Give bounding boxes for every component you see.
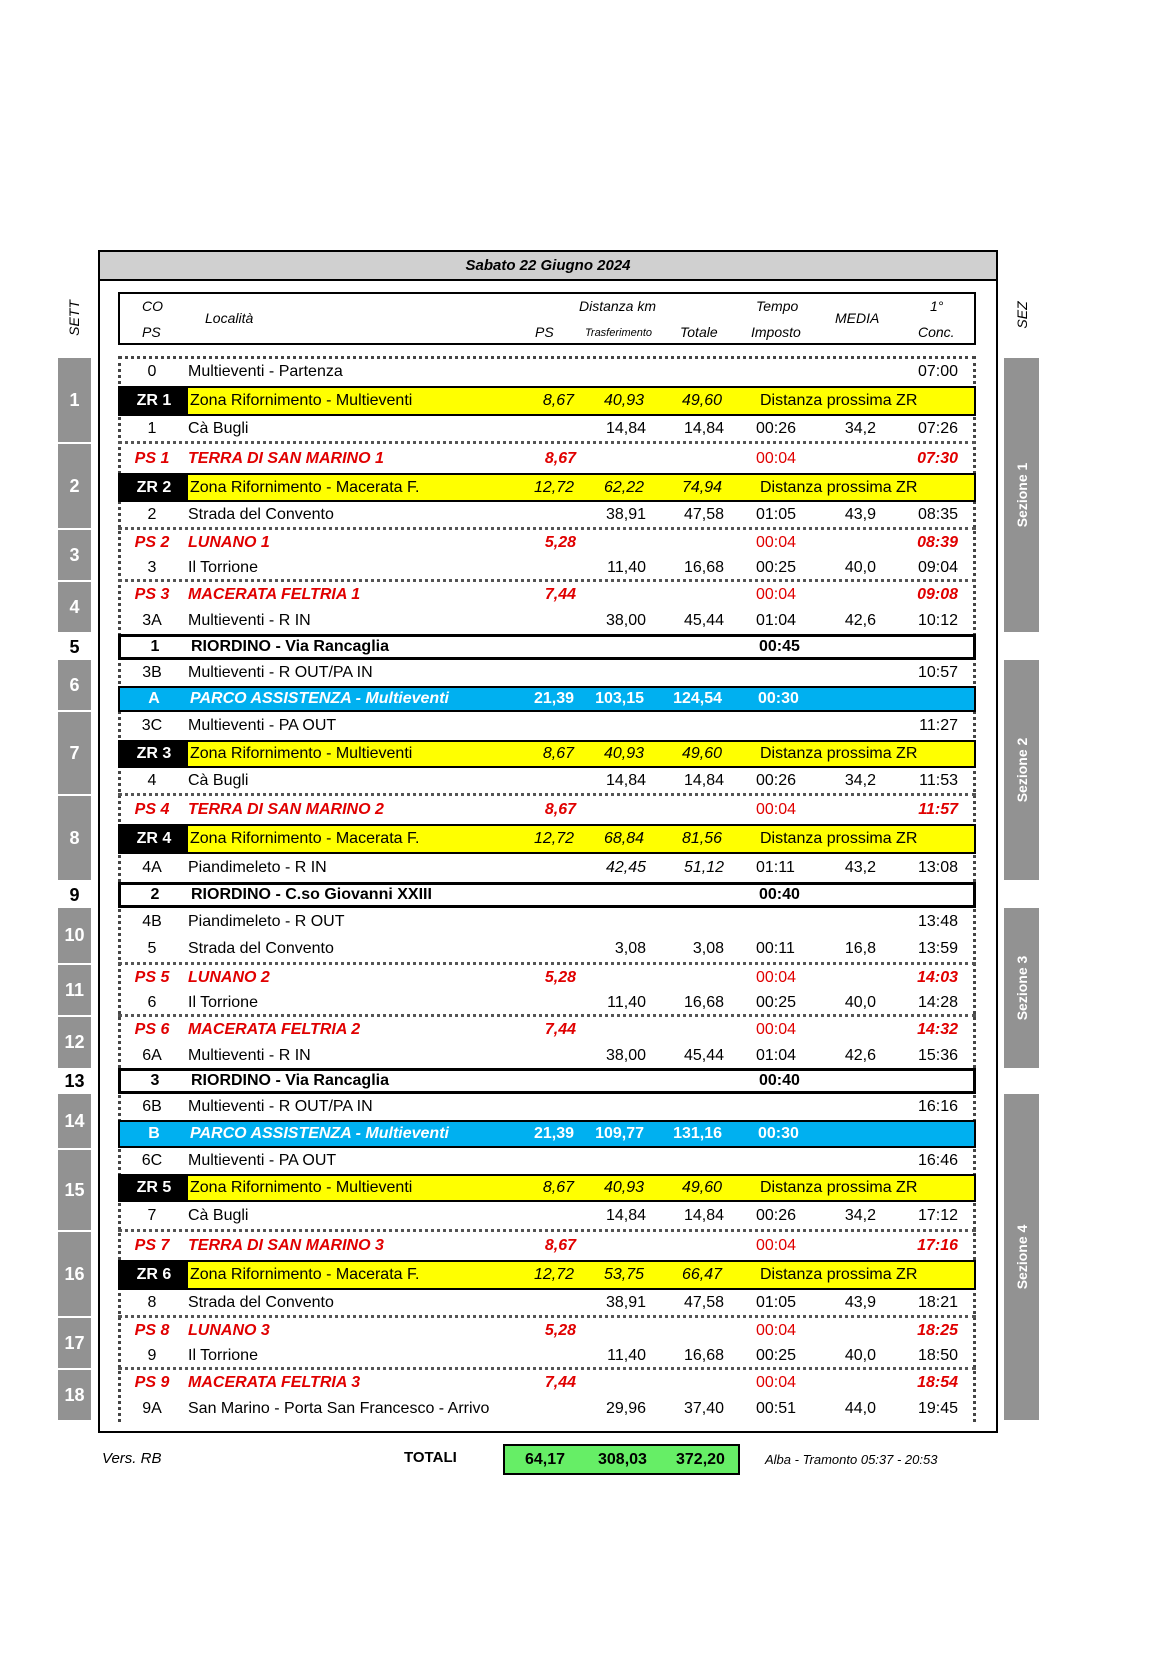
media: 42,6: [844, 1046, 876, 1064]
media: 40,0: [844, 993, 876, 1011]
alba-tramonto: Alba - Tramonto 05:37 - 20:53: [765, 1452, 938, 1467]
tempo-imposto: 00:45: [759, 638, 800, 655]
next-zr-label: Distanza prossima ZR: [760, 830, 918, 847]
transfer-distance: 40,93: [603, 1179, 644, 1196]
localita: MACERATA FELTRIA 1: [188, 586, 361, 603]
tempo-imposto: 00:04: [756, 1237, 797, 1254]
localita: Zona Rifornimento - Macerata F.: [190, 478, 420, 496]
first-competitor-time: 07:26: [917, 419, 958, 437]
zr-row: [118, 1174, 976, 1202]
co-code: ZR 5: [120, 1176, 188, 1200]
co-row: [118, 768, 976, 796]
ps-row: [118, 965, 976, 991]
transfer-distance: 11,40: [607, 993, 646, 1011]
first-competitor-time: 10:12: [917, 612, 958, 629]
co-row: [118, 1202, 976, 1232]
localita: Multieventi - R IN: [188, 1046, 311, 1064]
total-distance: 49,60: [681, 392, 722, 409]
co-code: 6A: [142, 1046, 162, 1064]
co-code: 3: [147, 558, 157, 576]
total-distance: 74,94: [681, 478, 722, 496]
first-competitor-time: 07:00: [917, 363, 958, 380]
localita: Cà Bugli: [188, 419, 249, 437]
total-trasferimento: 308,03: [598, 1451, 647, 1468]
settore-5: 5: [69, 636, 80, 657]
transfer-distance: 62,22: [603, 478, 644, 496]
total-distance: 16,68: [683, 993, 724, 1011]
col-primo: 1°: [930, 298, 944, 314]
first-competitor-time: 14:28: [917, 993, 958, 1011]
settore-6: 6: [58, 660, 91, 710]
next-zr-label: Distanza prossima ZR: [760, 745, 918, 762]
co-code: 6C: [141, 1152, 163, 1169]
park-row: [118, 686, 976, 712]
first-competitor-time: 09:04: [917, 558, 958, 576]
media: 42,6: [844, 612, 876, 629]
zr-row: [118, 740, 976, 768]
tempo-imposto: 00:40: [759, 886, 800, 903]
co-row: [118, 854, 976, 882]
ps-row: [118, 1017, 976, 1043]
co-row: [118, 936, 976, 965]
sezione-block: [1004, 1094, 1039, 1420]
localita: Strada del Convento: [188, 505, 334, 523]
first-competitor-time: 07:30: [917, 450, 958, 467]
first-competitor-time: 16:16: [917, 1098, 958, 1115]
sett-label: SETT: [66, 300, 82, 336]
ps-row: [118, 1370, 976, 1396]
ps-distance: 7,44: [544, 1021, 576, 1038]
sezione-label: Sezione 3: [1013, 955, 1030, 1021]
localita: LUNANO 3: [188, 1322, 270, 1339]
co-code: 1: [150, 638, 160, 655]
co-code: ZR 2: [120, 475, 188, 500]
total-distance: 81,56: [681, 830, 722, 847]
zr-row: [118, 473, 976, 502]
tempo-imposto: 00:04: [756, 586, 797, 603]
total-distance: 16,68: [683, 558, 724, 576]
co-code: 4A: [142, 859, 162, 876]
first-competitor-time: 11:53: [919, 771, 958, 789]
tempo-imposto: 00:26: [756, 771, 797, 789]
first-competitor-time: 14:32: [917, 1021, 958, 1038]
co-code: 2: [150, 886, 160, 903]
localita: TERRA DI SAN MARINO 1: [188, 450, 384, 467]
settore-7: 7: [58, 712, 91, 794]
settore-2: 2: [58, 444, 91, 528]
ps-distance: 8,67: [544, 450, 576, 467]
co-code: ZR 6: [120, 1262, 188, 1288]
co-code: 3B: [142, 664, 162, 681]
total-distance: 37,40: [683, 1400, 724, 1417]
first-competitor-time: 08:35: [917, 505, 958, 523]
ps-row: [118, 1232, 976, 1260]
tempo-imposto: 00:04: [756, 801, 797, 818]
settore-10: 10: [58, 908, 91, 963]
zr-row: [118, 1260, 976, 1290]
media: 43,2: [844, 859, 876, 876]
ps-distance: 8,67: [542, 392, 574, 409]
transfer-distance: 38,91: [605, 1293, 646, 1311]
co-row: [118, 1148, 976, 1174]
localita: RIORDINO - C.so Giovanni XXIII: [191, 886, 432, 903]
ps-row: [118, 1318, 976, 1344]
co-code: 1: [147, 419, 157, 437]
settore-1: 1: [58, 358, 91, 442]
total-distance: 45,44: [683, 1046, 724, 1064]
co-code: ZR 3: [120, 742, 188, 766]
col-tempo: Tempo: [756, 298, 799, 314]
localita: MACERATA FELTRIA 3: [188, 1374, 361, 1391]
tempo-imposto: 00:26: [756, 419, 797, 437]
co-code: 3C: [141, 717, 163, 734]
first-competitor-time: 15:36: [917, 1046, 958, 1064]
tempo-imposto: 00:04: [756, 1021, 797, 1038]
first-competitor-time: 17:12: [917, 1206, 958, 1224]
co-row: [118, 1344, 976, 1370]
localita: PARCO ASSISTENZA - Multieventi: [190, 1125, 449, 1142]
col-totale: Totale: [680, 324, 718, 340]
tempo-imposto: 00:04: [756, 450, 797, 467]
localita: San Marino - Porta San Francesco - Arrivo: [188, 1400, 490, 1417]
co-code: 9A: [142, 1400, 162, 1417]
transfer-distance: 14,84: [605, 419, 646, 437]
co-code: 2: [147, 505, 157, 523]
co-row: [118, 608, 976, 634]
transfer-distance: 40,93: [603, 745, 644, 762]
tempo-imposto: 01:11: [756, 859, 795, 876]
settore-17: 17: [58, 1318, 91, 1368]
next-zr-label: Distanza prossima ZR: [760, 1179, 918, 1196]
tempo-imposto: 00:04: [756, 969, 797, 986]
total-distance: 49,60: [681, 1179, 722, 1196]
ps-distance: 21,39: [533, 1125, 574, 1142]
ps-distance: 8,67: [544, 801, 576, 818]
localita: Multieventi - R OUT/PA IN: [188, 664, 373, 681]
total-distance: 47,58: [683, 1293, 724, 1311]
settore-9: 9: [69, 884, 80, 905]
col-ps-top: PS: [142, 324, 161, 340]
co-row: [118, 1043, 976, 1068]
tempo-imposto: 00:25: [756, 558, 797, 576]
tempo-imposto: 00:04: [756, 534, 797, 551]
col-localita: Località: [205, 310, 254, 326]
co-code: 6: [147, 993, 157, 1011]
localita: Multieventi - Partenza: [188, 363, 343, 380]
localita: LUNANO 2: [188, 969, 270, 986]
transfer-distance: 42,45: [605, 859, 646, 876]
settore-12: 12: [58, 1017, 91, 1068]
co-row: [118, 660, 976, 686]
settore-16: 16: [58, 1232, 91, 1316]
zr-row: [118, 824, 976, 854]
co-code: PS 3: [134, 586, 170, 603]
tempo-imposto: 00:11: [756, 940, 795, 957]
ps-distance: 12,72: [533, 478, 574, 496]
col-ps: PS: [535, 324, 554, 340]
first-competitor-time: 11:57: [918, 801, 958, 818]
co-code: PS 8: [134, 1322, 170, 1339]
sezione-block: [1004, 660, 1039, 880]
co-code: 4: [147, 771, 157, 789]
co-code: PS 7: [134, 1237, 170, 1254]
co-code: ZR 1: [120, 388, 188, 414]
settore-14: 14: [58, 1094, 91, 1148]
next-zr-label: Distanza prossima ZR: [760, 1266, 918, 1283]
totali-label: TOTALI: [404, 1449, 457, 1466]
riord-row: [118, 1068, 976, 1094]
first-competitor-time: 08:39: [917, 534, 958, 551]
co-row: [118, 358, 976, 386]
co-code: PS 6: [134, 1021, 170, 1038]
transfer-distance: 53,75: [603, 1266, 644, 1283]
col-media: MEDIA: [835, 310, 880, 326]
page-title: Sabato 22 Giugno 2024: [98, 250, 998, 281]
co-code: A: [148, 690, 160, 707]
tempo-imposto: 00:25: [756, 1346, 797, 1364]
co-code: 0: [147, 363, 157, 380]
localita: Il Torrione: [188, 558, 258, 576]
first-competitor-time: 18:50: [917, 1346, 958, 1364]
localita: LUNANO 1: [188, 534, 270, 551]
total-distance: 66,47: [681, 1266, 722, 1283]
tempo-imposto: 00:51: [756, 1400, 797, 1417]
localita: Piandimeleto - R IN: [188, 859, 327, 876]
park-row: [118, 1120, 976, 1148]
localita: TERRA DI SAN MARINO 3: [188, 1237, 384, 1254]
co-code: 3A: [142, 612, 162, 629]
ps-row: [118, 582, 976, 608]
col-co: CO: [142, 298, 163, 314]
ps-distance: 12,72: [533, 1266, 574, 1283]
first-competitor-time: 16:46: [917, 1152, 958, 1169]
col-distanza: Distanza km: [579, 298, 657, 314]
zr-row: [118, 386, 976, 416]
localita: Il Torrione: [188, 1346, 258, 1364]
ps-distance: 8,67: [542, 1179, 574, 1196]
settore-15: 15: [58, 1150, 91, 1230]
transfer-distance: 103,15: [595, 690, 644, 707]
first-competitor-time: 18:54: [917, 1374, 958, 1391]
co-row: [118, 712, 976, 740]
transfer-distance: 14,84: [605, 1206, 646, 1224]
settore-11: 11: [58, 965, 91, 1015]
column-header: [118, 292, 976, 345]
sez-label: SEZ: [1014, 301, 1030, 329]
transfer-distance: 3,08: [614, 940, 646, 957]
media: 34,2: [844, 419, 876, 437]
localita: RIORDINO - Via Rancaglia: [191, 638, 389, 655]
localita: Multieventi - R OUT/PA IN: [188, 1098, 373, 1115]
ps-distance: 7,44: [544, 1374, 576, 1391]
localita: RIORDINO - Via Rancaglia: [191, 1072, 389, 1089]
tempo-imposto: 00:26: [756, 1206, 797, 1224]
total-distance: 51,12: [683, 859, 724, 876]
media: 40,0: [844, 1346, 876, 1364]
settore-8: 8: [58, 796, 91, 880]
ps-distance: 12,72: [533, 830, 574, 847]
total-distance: 45,44: [683, 612, 724, 629]
first-competitor-time: 09:08: [917, 586, 958, 603]
total-distance: 47,58: [683, 505, 724, 523]
total-ps: 64,17: [525, 1451, 566, 1468]
co-code: 8: [147, 1293, 157, 1311]
tempo-imposto: 00:30: [758, 1125, 799, 1142]
ps-distance: 5,28: [544, 534, 576, 551]
ps-distance: 5,28: [544, 969, 576, 986]
total-distance: 131,16: [673, 1125, 722, 1142]
media: 40,0: [844, 558, 876, 576]
co-code: PS 1: [134, 450, 170, 467]
media: 43,9: [844, 505, 876, 523]
transfer-distance: 109,77: [595, 1125, 644, 1142]
col-trasferimento: Trasferimento: [585, 327, 653, 339]
transfer-distance: 38,00: [605, 1046, 646, 1064]
tempo-imposto: 01:04: [756, 1046, 797, 1064]
media: 34,2: [844, 1206, 876, 1224]
co-code: 6B: [142, 1098, 162, 1115]
settore-4: 4: [58, 582, 91, 632]
first-competitor-time: 18:25: [917, 1322, 958, 1339]
co-row: [118, 1396, 976, 1422]
co-row: [118, 908, 976, 936]
tempo-imposto: 00:40: [759, 1072, 800, 1089]
co-row: [118, 556, 976, 582]
transfer-distance: 40,93: [603, 392, 644, 409]
co-row: [118, 502, 976, 530]
settore-3: 3: [58, 530, 91, 580]
tempo-imposto: 00:25: [756, 993, 797, 1011]
co-row: [118, 1094, 976, 1120]
sezione-block: [1004, 358, 1039, 632]
col-imposto: Imposto: [751, 324, 801, 340]
co-code: 3: [150, 1072, 160, 1089]
tempo-imposto: 00:04: [756, 1322, 797, 1339]
riord-row: [118, 634, 976, 660]
co-row: [118, 991, 976, 1017]
settore-13: 13: [64, 1070, 85, 1091]
sezione-label: Sezione 1: [1013, 462, 1030, 528]
localita: Zona Rifornimento - Multieventi: [190, 1179, 413, 1196]
localita: MACERATA FELTRIA 2: [188, 1021, 361, 1038]
localita: Cà Bugli: [188, 771, 249, 789]
co-code: 7: [147, 1206, 157, 1224]
co-code: 9: [147, 1346, 157, 1364]
localita: Zona Rifornimento - Multieventi: [190, 392, 413, 409]
co-code: 5: [147, 940, 157, 957]
co-code: PS 2: [134, 534, 170, 551]
ps-row: [118, 796, 976, 824]
total-distance: 3,08: [692, 940, 724, 957]
tempo-imposto: 01:05: [756, 505, 797, 523]
col-conc: Conc.: [918, 324, 955, 340]
first-competitor-time: 19:45: [917, 1400, 958, 1417]
ps-distance: 8,67: [544, 1237, 576, 1254]
co-code: B: [148, 1125, 160, 1142]
settore-18: 18: [58, 1370, 91, 1420]
first-competitor-time: 17:16: [917, 1237, 958, 1254]
localita: Cà Bugli: [188, 1206, 249, 1224]
co-row: [118, 1290, 976, 1318]
localita: Multieventi - PA OUT: [188, 1152, 337, 1169]
ps-row: [118, 445, 976, 473]
co-code: PS 4: [134, 801, 170, 818]
transfer-distance: 14,84: [605, 771, 646, 789]
localita: Zona Rifornimento - Macerata F.: [190, 1266, 420, 1283]
first-competitor-time: 14:03: [917, 969, 958, 986]
transfer-distance: 38,00: [605, 612, 646, 629]
tempo-imposto: 00:30: [758, 690, 799, 707]
total-distance: 14,84: [683, 771, 724, 789]
version-label: Vers. RB: [102, 1450, 162, 1467]
localita: Zona Rifornimento - Macerata F.: [190, 830, 420, 847]
first-competitor-time: 10:57: [917, 664, 958, 681]
co-code: PS 5: [134, 969, 170, 986]
ps-distance: 7,44: [544, 586, 576, 603]
next-zr-label: Distanza prossima ZR: [760, 478, 918, 496]
total-distance: 14,84: [683, 1206, 724, 1224]
transfer-distance: 29,96: [605, 1400, 646, 1417]
riord-row: [118, 882, 976, 908]
first-competitor-time: 13:59: [917, 940, 958, 957]
co-row: [118, 416, 976, 444]
ps-distance: 21,39: [533, 690, 574, 707]
tempo-imposto: 01:04: [756, 612, 797, 629]
localita: Strada del Convento: [188, 940, 334, 957]
totali-box: [503, 1444, 740, 1475]
co-code: PS 9: [134, 1374, 170, 1391]
next-zr-label: Distanza prossima ZR: [760, 392, 918, 409]
localita: Multieventi - R IN: [188, 612, 311, 629]
co-code: ZR 4: [120, 826, 188, 852]
transfer-distance: 38,91: [605, 505, 646, 523]
ps-distance: 5,28: [544, 1322, 576, 1339]
localita: PARCO ASSISTENZA - Multieventi: [190, 690, 449, 707]
transfer-distance: 68,84: [603, 830, 644, 847]
transfer-distance: 11,40: [607, 558, 646, 576]
media: 16,8: [844, 940, 876, 957]
sezione-label: Sezione 2: [1013, 737, 1030, 803]
first-competitor-time: 18:21: [917, 1293, 958, 1311]
localita: Il Torrione: [188, 993, 258, 1011]
tempo-imposto: 01:05: [756, 1293, 797, 1311]
media: 34,2: [844, 771, 876, 789]
total-distance: 16,68: [683, 1346, 724, 1364]
media: 44,0: [844, 1400, 876, 1417]
co-code: 4B: [142, 913, 162, 930]
localita: Strada del Convento: [188, 1293, 334, 1311]
tempo-imposto: 00:04: [756, 1374, 797, 1391]
sezione-label: Sezione 4: [1013, 1224, 1030, 1290]
total-totale: 372,20: [676, 1451, 725, 1468]
ps-row: [118, 530, 976, 556]
localita: TERRA DI SAN MARINO 2: [188, 801, 384, 818]
first-competitor-time: 13:48: [917, 913, 958, 930]
transfer-distance: 11,40: [607, 1346, 646, 1364]
total-distance: 124,54: [673, 690, 722, 707]
total-distance: 49,60: [681, 745, 722, 762]
localita: Piandimeleto - R OUT: [188, 913, 345, 930]
first-competitor-time: 11:27: [919, 717, 958, 734]
localita: Zona Rifornimento - Multieventi: [190, 745, 413, 762]
total-distance: 14,84: [683, 419, 724, 437]
first-competitor-time: 13:08: [917, 859, 958, 876]
ps-distance: 8,67: [542, 745, 574, 762]
sezione-block: [1004, 908, 1039, 1068]
localita: Multieventi - PA OUT: [188, 717, 337, 734]
media: 43,9: [844, 1293, 876, 1311]
